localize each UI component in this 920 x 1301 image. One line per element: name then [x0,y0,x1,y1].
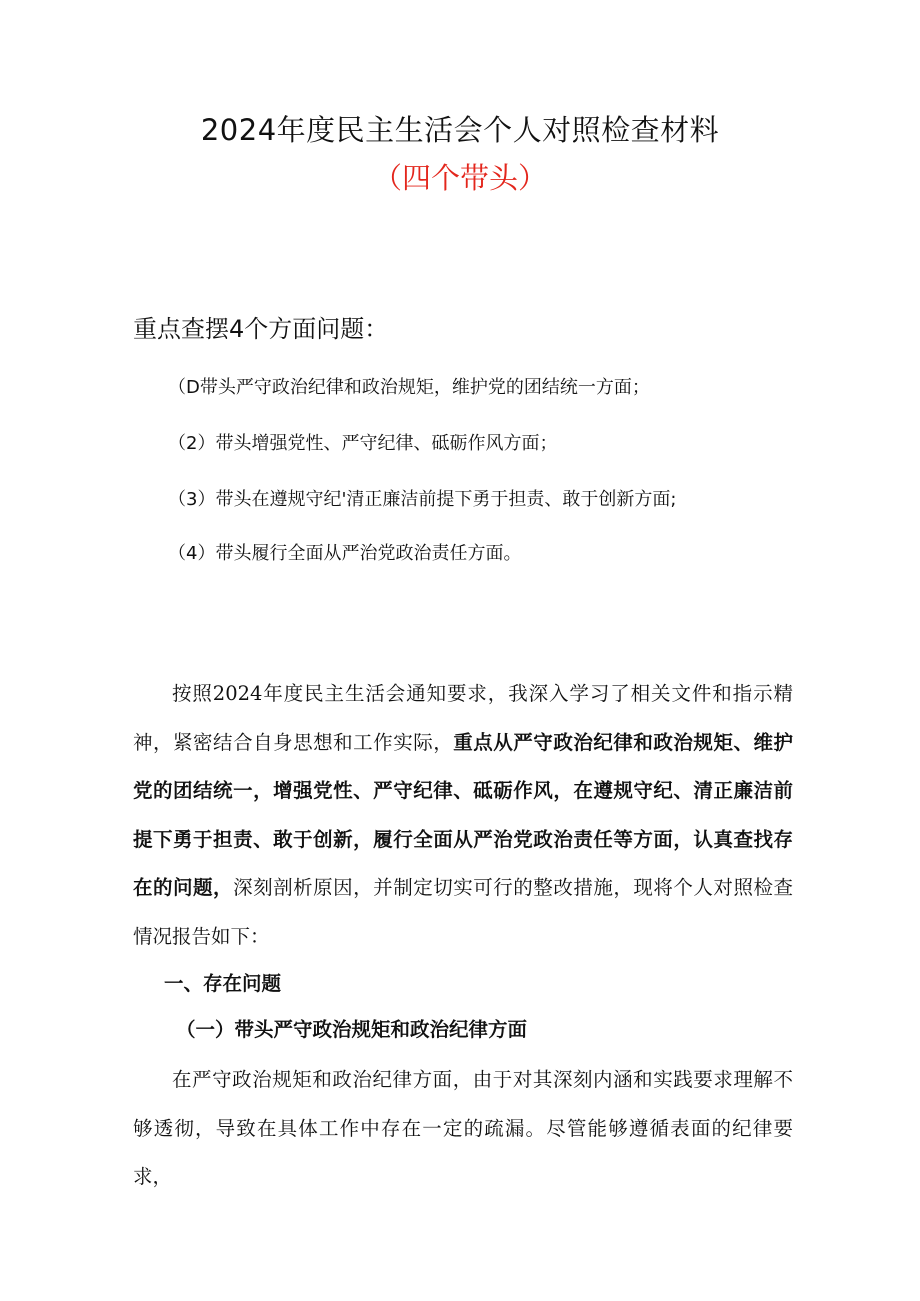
intro-text-1: 按照2024年度民主生活会通知要求，我深入学习了相关文件和指示精神，紧密结合自身思想和工作实际， [133,682,793,754]
document-subtitle: （四个带头） [372,161,547,195]
focus-item-1: （D带头严守政治纪律和政治规矩，维护党的团结统一方面； [168,377,650,398]
section-heading-problems: 一、存在问题 [164,972,282,995]
intro-paragraph [133,670,793,961]
subsection-heading-1: （一）带头严守政治规矩和政治纪律方面 [176,1018,528,1041]
focus-item-4: （4）带头履行全面从严治党政治责任方面。 [168,543,522,564]
body-paragraph: 在严守政治规矩和政治纪律方面，由于对其深刻内涵和实践要求理解不够透彻，导致在具体工作中存在一定的疏漏。尽管能够遵循表面的纪律要求， [133,1068,793,1188]
intro-bold-text: 重点从严守政治纪律和政治规矩、维护党的团结统一，增强党性、严守纪律、砥砺作风，在遵规守纪、清正廉洁前提下勇于担责、敢于创新，履行全面从严治党政治责任等方面，认真查找存在的问题， [133,730,793,899]
focus-item-2: （2）带头增强党性、严守纪律、砥砺作风方面； [168,433,558,454]
focus-heading: 重点查摆4个方面问题： [133,315,389,343]
intro-text-2: 深刻剖析原因，并制定切实可行的整改措施，现将个人对照检查情况报告如下： [133,876,793,948]
document-title: 2024年度民主生活会个人对照检查材料 [200,113,720,147]
focus-item-3: （3）带头在遵规守纪'清正廉洁前提下勇于担责、敢于创新方面; [168,489,677,510]
